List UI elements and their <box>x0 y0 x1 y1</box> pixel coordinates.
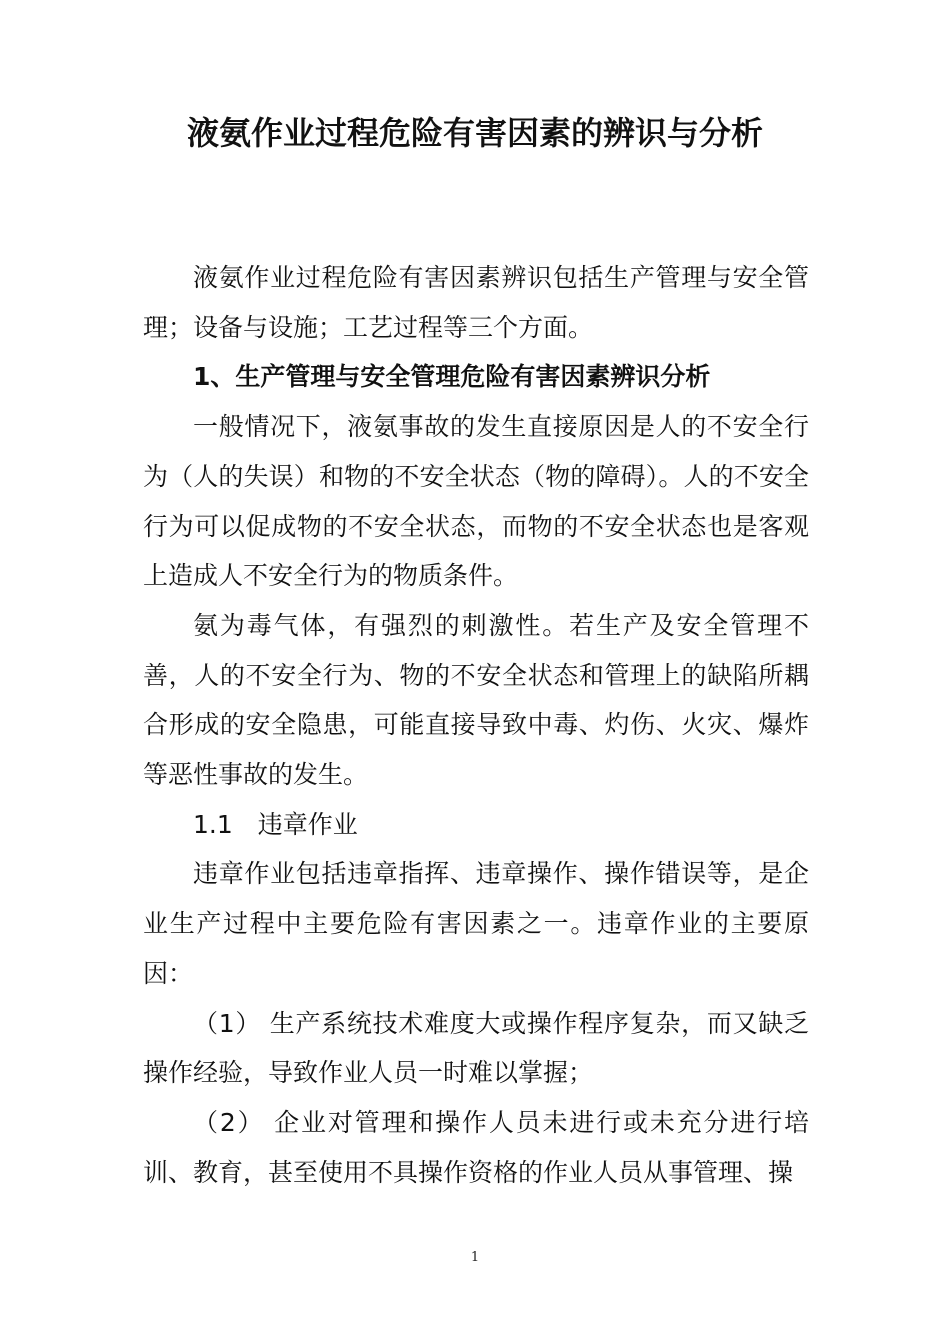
body-paragraph: 违章作业包括违章指挥、违章操作、操作错误等，是企业生产过程中主要危险有害因素之一。违章作业的主要原因： <box>143 859 809 988</box>
intro-paragraph: 液氨作业过程危险有害因素辨识包括生产管理与安全管理；设备与设施；工艺过程等三个方面。 <box>143 263 809 342</box>
body-paragraph: 氨为毒气体，有强烈的刺激性。若生产及安全管理不善，人的不安全行为、物的不安全状态和管理上的缺陷所耦合形成的安全隐患，可能直接导致中毒、灼伤、火灾、爆炸等恶性事故的发生。 <box>143 610 809 790</box>
list-item: （2） 企业对管理和操作人员未进行或未充分进行培训、教育，甚至使用不具操作资格的作业人员从事管理、操 <box>143 1107 809 1187</box>
page-number: 1 <box>470 1250 480 1265</box>
body-paragraph: 一般情况下，液氨事故的发生直接原因是人的不安全行为（人的失误）和物的不安全状态（物的障碍）。人的不安全行为可以促成物的不安全状态，而物的不安全状态也是客观上造成人不安全行为的物质条件。 <box>143 412 809 591</box>
section-heading: 1、生产管理与安全管理危险有害因素辨识分析 <box>193 362 711 392</box>
subsection-heading: 1.1 违章作业 <box>193 809 358 839</box>
document-title: 液氨作业过程危险有害因素的辨识与分析 <box>186 114 763 152</box>
list-item: （1） 生产系统技术难度大或操作程序复杂，而又缺乏操作经验，导致作业人员一时难以掌握； <box>143 1008 809 1088</box>
document-body <box>143 253 809 1197</box>
